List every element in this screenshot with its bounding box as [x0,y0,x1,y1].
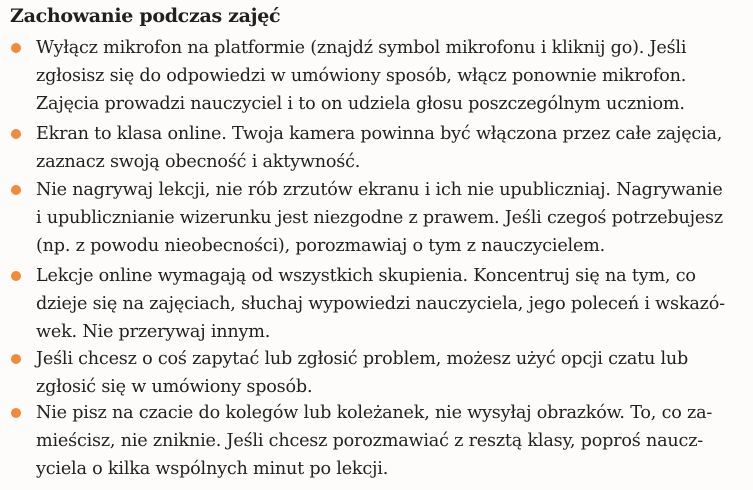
list-item-line: wek. Nie przerywaj innym. [36,322,271,342]
list-item-line: Zajęcia prowadzi nauczyciel i to on udziela głosu poszczególnym uczniom. [36,94,685,114]
bullet-dot [11,43,21,53]
list-item-line: Nie pisz na czacie do kolegów lub koleżanek, nie wysyłaj obrazków. To, co za- [36,403,713,423]
list-item-line: (np. z powodu nieobecności), porozmawiaj o tym z nauczycielem. [36,236,606,256]
list-item-line: Wyłącz mikrofon na platformie (znajdź symbol mikrofonu i kliknij go). Jeśli [36,38,687,58]
section-heading: Zachowanie podczas zajęć [10,5,281,27]
list-item-line: zgłosić się w umówiony sposób. [36,377,313,397]
bullet-dot [11,185,21,195]
bullet-dot [11,129,21,139]
list-item-line: zaznacz swoją obecność i aktywność. [36,152,361,172]
list-item-line: Ekran to klasa online. Twoja kamera powinna być włączona przez całe zajęcia, [36,124,723,144]
bullet-dot [11,271,21,281]
bullet-dot [11,408,21,418]
list-item-line: dzieje się na zajęciach, słuchaj wypowiedzi nauczyciela, jego poleceń i wskazó- [36,294,725,314]
list-item-line: mieścisz, nie zniknie. Jeśli chcesz porozmawiać z resztą klasy, poproś naucz- [36,431,704,451]
bullet-dot [11,354,21,364]
list-item-line: zgłosisz się do odpowiedzi w umówiony sposób, włącz ponownie mikrofon. [36,66,687,86]
list-item-line: Lekcje online wymagają od wszystkich skupienia. Koncentruj się na tym, co [36,266,696,286]
list-item-line: Jeśli chcesz o coś zapytać lub zgłosić problem, możesz użyć opcji czatu lub [36,349,689,369]
list-item-line: i upublicznianie wizerunku jest niezgodne z prawem. Jeśli czegoś potrzebujesz [36,208,723,228]
list-item-line: yciela o kilka wspólnych minut po lekcji. [36,459,389,479]
list-item-line: Nie nagrywaj lekcji, nie rób zrzutów ekranu i ich nie upubliczniaj. Nagrywanie [36,180,723,200]
